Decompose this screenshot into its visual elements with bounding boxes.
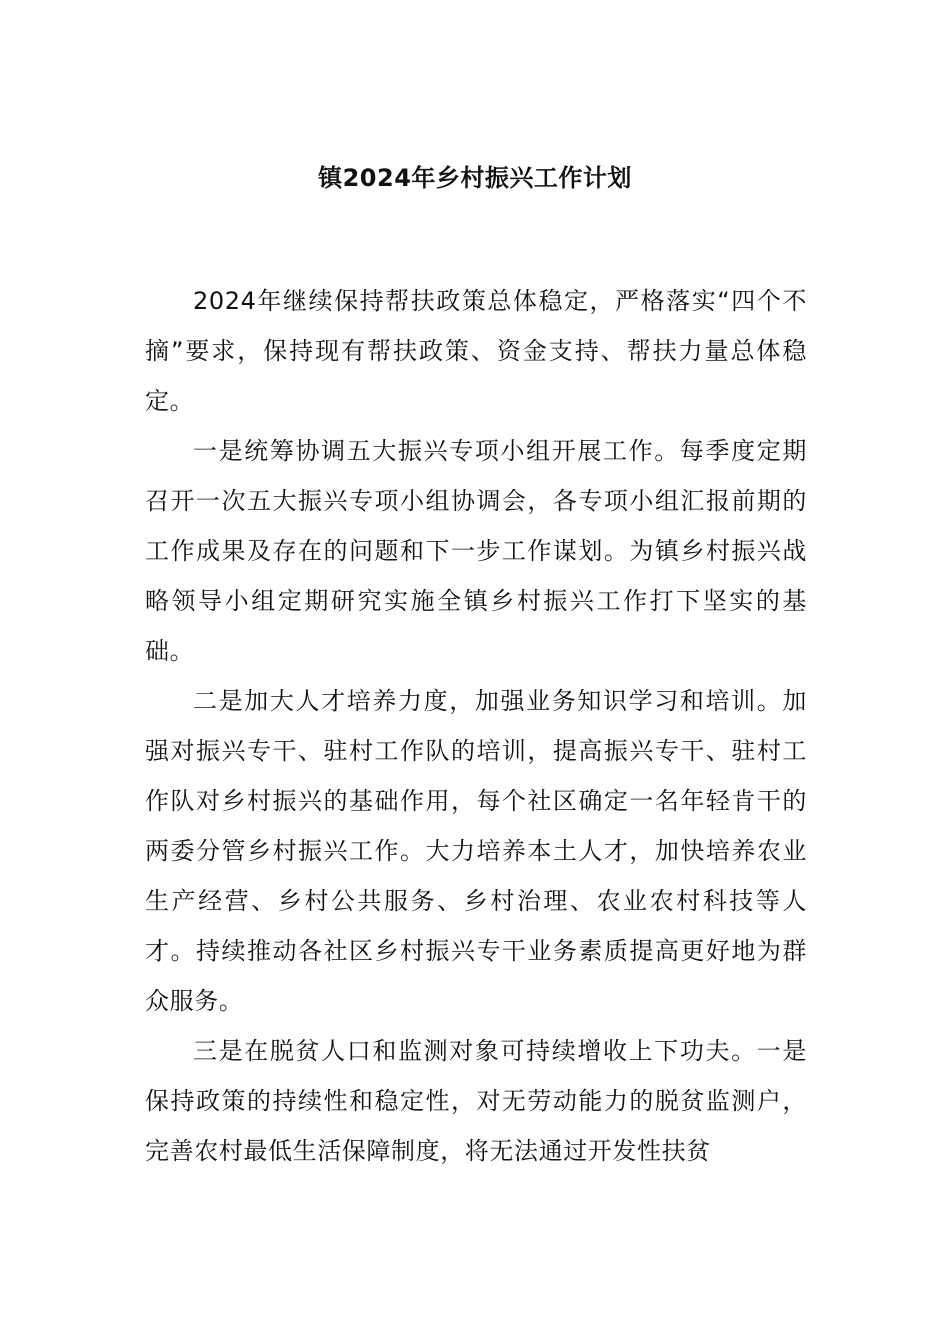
document-body bbox=[145, 276, 807, 1176]
document-title: 镇2024年乡村振兴工作计划 bbox=[318, 164, 632, 192]
paragraph-coordination: 一是统筹协调五大振兴专项小组开展工作。每季度定期召开一次五大振兴专项小组协调会，各专项小组汇报前期的工作成果及存在的问题和下一步工作谋划。为镇乡村振兴战略领导小组定期研究实施全镇乡村振兴工作打下坚实的基础。 bbox=[145, 437, 807, 665]
paragraph-income-growth: 三是在脱贫人口和监测对象可持续增收上下功夫。一是保持政策的持续性和稳定性，对无劳动能力的脱贫监测户，完善农村最低生活保障制度，将无法通过开发性扶贫 bbox=[145, 1037, 807, 1165]
paragraph-talent-training: 二是加大人才培养力度，加强业务知识学习和培训。加强对振兴专干、驻村工作队的培训，提高振兴专干、驻村工作队对乡村振兴的基础作用，每个社区确定一名年轻肯干的两委分管乡村振兴工作。大力培养本土人才，加快培养农业生产经营、乡村公共服务、乡村治理、农业农村科技等人才。持续推动各社区乡村振兴专干业务素质提高更好地为群众服务。 bbox=[145, 687, 807, 1015]
paragraph-intro: 2024年继续保持帮扶政策总体稳定，严格落实“四个不摘”要求，保持现有帮扶政策、资金支持、帮扶力量总体稳定。 bbox=[145, 287, 807, 415]
